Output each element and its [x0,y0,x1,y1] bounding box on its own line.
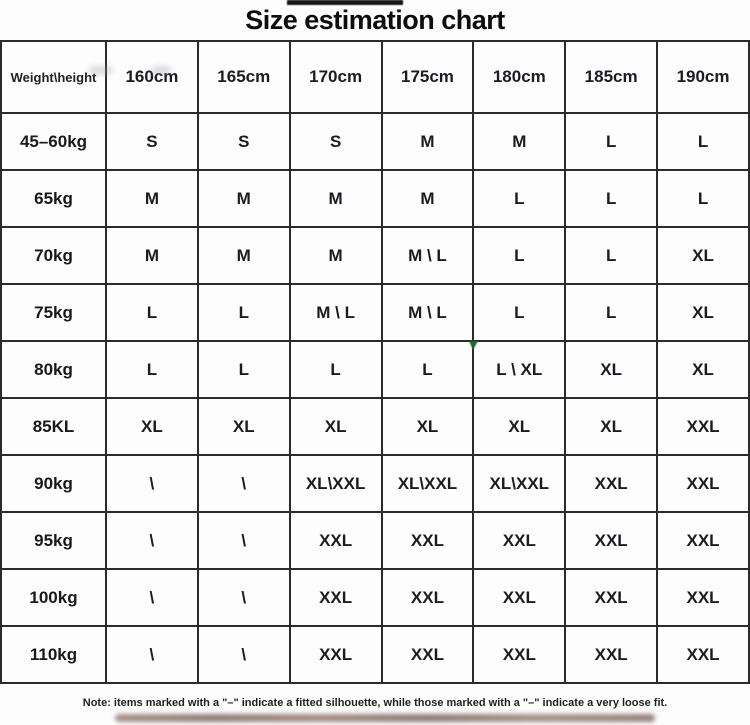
column-header: 170cm [290,41,382,113]
size-cell: L [473,227,565,284]
green-triangle-artifact [469,341,478,350]
size-cell: XL [382,398,474,455]
size-cell: XXL [657,455,749,512]
size-cell: M [290,170,382,227]
size-cell: L \ XL [473,341,565,398]
size-cell: M \ L [382,227,474,284]
row-label: 80kg [1,341,106,398]
size-cell: XL [657,341,749,398]
footnote: Note: items marked with a "–" indicate a fitted silhouette, while those marked with a "–" indicate a very loose fit. [82,697,668,709]
size-cell: XL [657,284,749,341]
row-label: 90kg [1,455,106,512]
size-cell: M \ L [290,284,382,341]
size-cell: XL [198,398,290,455]
row-label: 45–60kg [1,113,106,170]
size-cell: S [290,113,382,170]
table-row [1,227,749,284]
size-cell: \ [198,512,290,569]
table-row [1,626,749,683]
table-row [1,170,749,227]
size-cell: L [565,284,657,341]
size-cell: S [198,113,290,170]
column-header: 185cm [565,41,657,113]
size-cell: \ [106,512,198,569]
size-cell: XXL [565,512,657,569]
size-cell: XXL [565,626,657,683]
size-cell: \ [198,626,290,683]
size-table [0,40,750,684]
size-cell: XXL [657,569,749,626]
size-cell: L [290,341,382,398]
size-cell: M [106,227,198,284]
size-cell: L [657,113,749,170]
size-cell: XL [565,341,657,398]
table-row [1,512,749,569]
size-cell: L [657,170,749,227]
size-cell: L [106,284,198,341]
table-header [1,41,749,113]
size-cell: M [198,227,290,284]
row-label: 70kg [1,227,106,284]
size-cell: L [198,341,290,398]
size-cell: \ [198,455,290,512]
size-cell: \ [106,569,198,626]
size-cell: XXL [473,626,565,683]
row-label: 85KL [1,398,106,455]
table-row [1,113,749,170]
corner-label: Weight\height [1,41,106,113]
size-cell: XL\XXL [473,455,565,512]
size-cell: M [473,113,565,170]
size-cell: L [106,341,198,398]
size-cell: L [565,170,657,227]
size-cell: XXL [382,626,474,683]
size-cell: XL [657,227,749,284]
size-cell: XL [473,398,565,455]
row-label: 110kg [1,626,106,683]
size-cell: M [382,113,474,170]
size-cell: L [382,341,474,398]
table-body [1,113,749,683]
table-row [1,398,749,455]
column-header: 160cm [106,41,198,113]
header-row [1,41,749,113]
size-cell: L [473,284,565,341]
size-cell: XXL [290,569,382,626]
size-cell: XXL [657,512,749,569]
size-cell: XXL [657,626,749,683]
size-cell: XXL [382,512,474,569]
column-header: 175cm [382,41,474,113]
size-cell: L [565,113,657,170]
column-header: 165cm [198,41,290,113]
table-row [1,455,749,512]
size-cell: XXL [382,569,474,626]
size-cell: XXL [290,626,382,683]
size-cell: M [382,170,474,227]
column-header: 180cm [473,41,565,113]
size-cell: \ [198,569,290,626]
blurred-bottom-band [115,714,655,722]
size-cell: XXL [565,455,657,512]
table-row [1,569,749,626]
size-cell: M [198,170,290,227]
size-cell: XXL [657,398,749,455]
size-cell: XXL [290,512,382,569]
size-cell: XL [290,398,382,455]
size-cell: M [290,227,382,284]
size-cell: L [473,170,565,227]
row-label: 95kg [1,512,106,569]
size-cell: XL [106,398,198,455]
table-row [1,284,749,341]
size-cell: XXL [473,512,565,569]
size-cell: \ [106,455,198,512]
page-title: Size estimation chart [245,5,505,35]
size-cell: M \ L [382,284,474,341]
size-cell: XXL [473,569,565,626]
size-cell: XL\XXL [290,455,382,512]
row-label: 100kg [1,569,106,626]
row-label: 65kg [1,170,106,227]
row-label: 75kg [1,284,106,341]
size-cell: XL\XXL [382,455,474,512]
size-cell: L [565,227,657,284]
column-header: 190cm [657,41,749,113]
size-cell: XXL [565,569,657,626]
size-cell: XL [565,398,657,455]
size-cell: M [106,170,198,227]
table-row [1,341,749,398]
faint-smudge [88,66,114,75]
size-cell: S [106,113,198,170]
size-cell: L [198,284,290,341]
size-cell: \ [106,626,198,683]
faint-smudge [150,66,172,75]
